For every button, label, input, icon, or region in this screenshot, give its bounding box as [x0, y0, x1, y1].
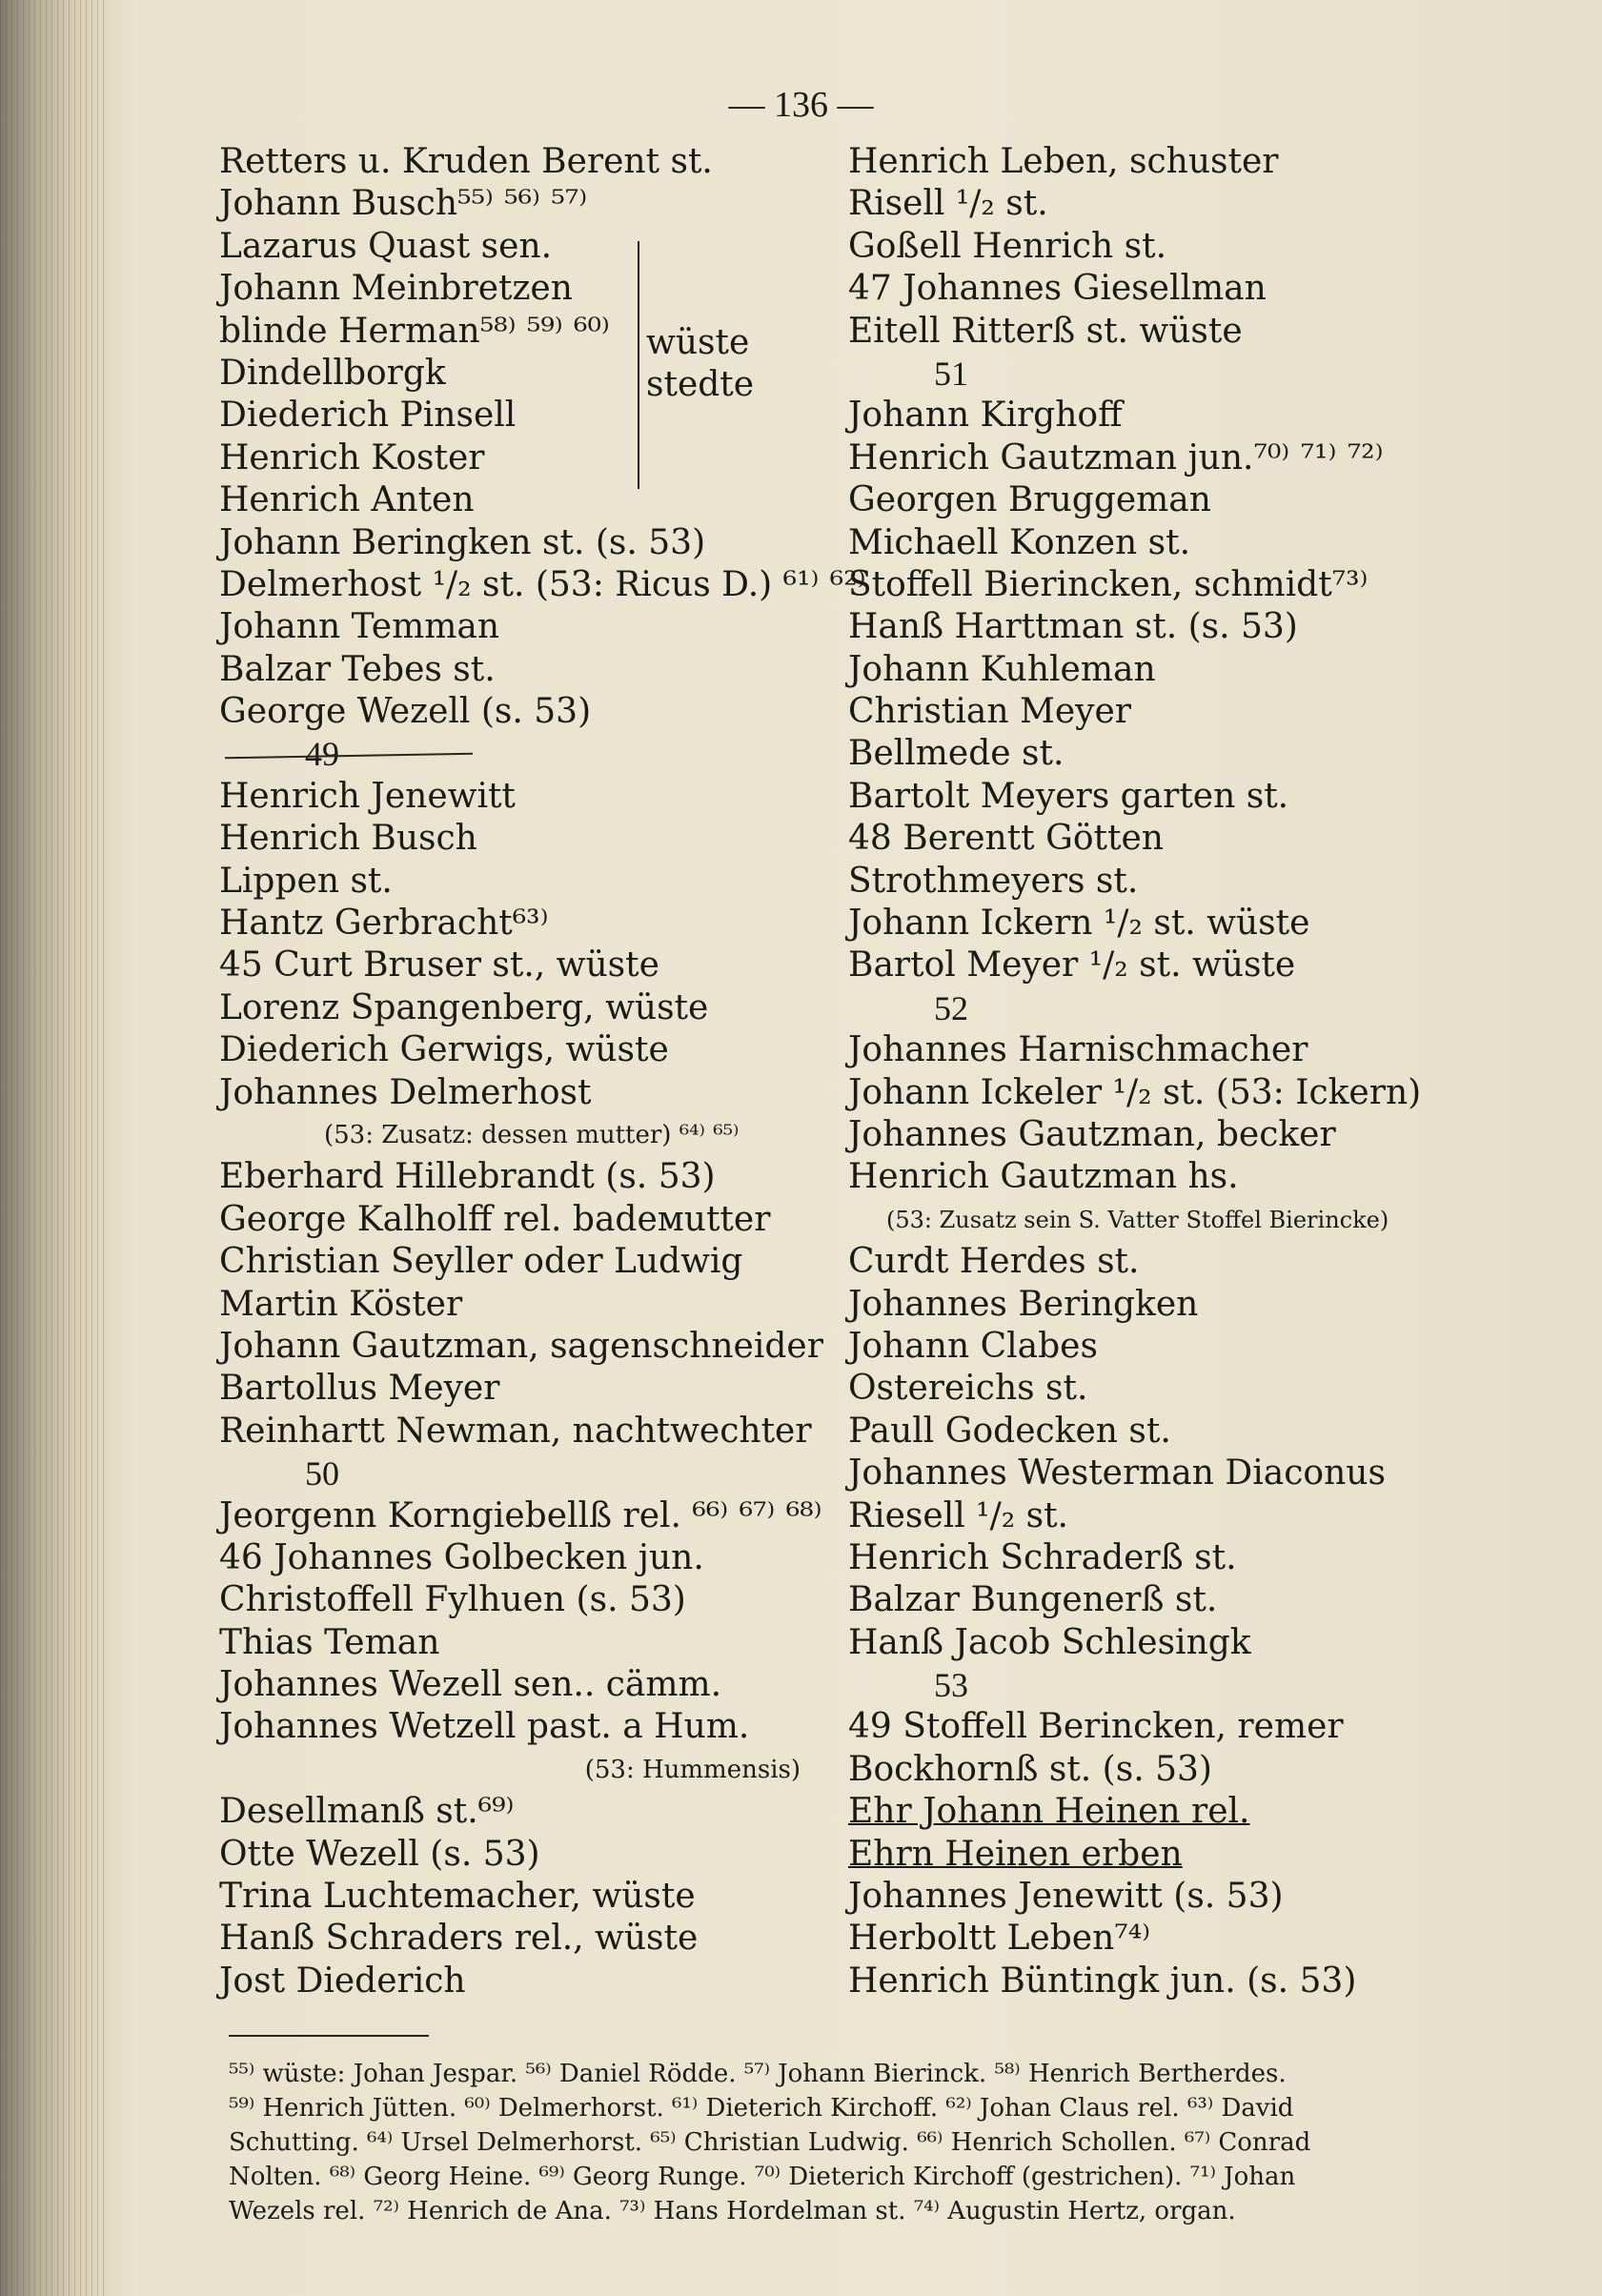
section-number: 49	[305, 735, 339, 774]
entry: Henrich Büntingk jun. (s. 53)	[848, 1961, 1357, 2001]
brace-bracket	[624, 241, 639, 489]
entry: blinde Herman⁵⁸⁾ ⁵⁹⁾ ⁶⁰⁾	[219, 311, 610, 351]
entry: Johann Clabes	[848, 1326, 1098, 1366]
entry: Johannes Westerman Diaconus	[848, 1453, 1386, 1493]
entry: Risell ¹/₂ st.	[848, 184, 1048, 224]
section-number: 50	[305, 1454, 339, 1493]
entry: Christoffell Fylhuen (s. 53)	[219, 1580, 686, 1620]
right-column	[848, 141, 1458, 2002]
entry: Michaell Konzen st.	[848, 522, 1191, 562]
entry: Johann Kuhleman	[848, 649, 1156, 689]
entry: Diederich Pinsell	[219, 396, 517, 436]
entry: Johann Gautzman, sagenschneider	[219, 1326, 823, 1366]
entry: Henrich Jenewitt	[219, 776, 516, 816]
section-number: 51	[934, 354, 968, 393]
entry: Hanß Jacob Schlesingk	[848, 1622, 1251, 1662]
book-gutter	[0, 0, 105, 2296]
entry: Goßell Henrich st.	[848, 226, 1167, 266]
entry: George Wezell (s. 53)	[219, 692, 592, 732]
footnote-line: Wezels rel. ⁷²⁾ Henrich de Ana. ⁷³⁾ Hans Hordelman st. ⁷⁴⁾ Augustin Hertz, organ.	[229, 2197, 1236, 2225]
entry: Lazarus Quast sen.	[219, 226, 553, 266]
entry: Christian Meyer	[848, 692, 1132, 732]
entry: Henrich Schraderß st.	[848, 1537, 1237, 1577]
entry: Henrich Anten	[219, 480, 475, 520]
footnote-line: Schutting. ⁶⁴⁾ Ursel Delmerhorst. ⁶⁵⁾ Christian Ludwig. ⁶⁶⁾ Henrich Schollen. ⁶⁷⁾ Conrad	[229, 2128, 1311, 2157]
entry: Bartollus Meyer	[219, 1369, 500, 1409]
entry: Eberhard Hillebrandt (s. 53)	[219, 1157, 716, 1197]
entry: Henrich Leben, schuster	[848, 142, 1279, 181]
entry: Dindellborgk	[219, 353, 446, 393]
entry: Eitell Ritterß st. wüste	[848, 311, 1243, 351]
entry: Johannes Wezell sen.. cämm.	[219, 1665, 722, 1705]
entry: Johannes Harnischmacher	[848, 1030, 1308, 1070]
entry: Johann Busch⁵⁵⁾ ⁵⁶⁾ ⁵⁷⁾	[219, 184, 588, 224]
entry: Johann Kirghoff	[848, 396, 1123, 436]
entry: Jost Diederich	[219, 1961, 466, 2001]
entry: Ehr Johann Heinen rel.	[848, 1792, 1250, 1832]
entry: Paull Godecken st.	[848, 1411, 1171, 1451]
entry: Lorenz Spangenberg, wüste	[219, 987, 709, 1027]
bracket-label: wüste	[646, 323, 750, 362]
entry: Bellmede st.	[848, 734, 1065, 774]
entry: Henrich Busch	[219, 819, 477, 859]
entry: Christian Seyller oder Ludwig	[219, 1242, 743, 1282]
footnote-line: ⁵⁵⁾ wüste: Johan Jespar. ⁵⁶⁾ Daniel Rödde. ⁵⁷⁾ Johann Bierinck. ⁵⁸⁾ Henrich Bertherdes.	[229, 2060, 1287, 2088]
entry: Henrich Gautzman jun.⁷⁰⁾ ⁷¹⁾ ⁷²⁾	[848, 437, 1384, 477]
entry: Curdt Herdes st.	[848, 1242, 1140, 1282]
bracket-label: stedte	[646, 365, 755, 404]
entry: Stoffell Bierincken, schmidt⁷³⁾	[848, 564, 1369, 604]
entry: Balzar Bungenerß st.	[848, 1580, 1218, 1620]
left-column	[219, 141, 866, 2002]
entry: Johann Temman	[219, 607, 500, 647]
entry: Delmerhost ¹/₂ st. (53: Ricus D.) ⁶¹⁾ ⁶²⁾	[219, 564, 866, 604]
entry: 49 Stoffell Berincken, remer	[848, 1707, 1344, 1747]
entry: Diederich Gerwigs, wüste	[219, 1030, 669, 1070]
entry: Johann Meinbretzen	[219, 269, 573, 309]
entry: 45 Curt Bruser st., wüste	[219, 945, 659, 985]
entry: Ostereichs st.	[848, 1369, 1088, 1409]
page-number: — 136 —	[728, 85, 874, 125]
entry: Balzar Tebes st.	[219, 649, 496, 689]
footnote-line: ⁵⁹⁾ Henrich Jütten. ⁶⁰⁾ Delmerhorst. ⁶¹⁾ Dieterich Kirchoff. ⁶²⁾ Johan Claus rel. ⁶³⁾ David	[229, 2094, 1294, 2123]
entry: Trina Luchtemacher, wüste	[219, 1877, 696, 1917]
footnote-line: Nolten. ⁶⁸⁾ Georg Heine. ⁶⁹⁾ Georg Runge. ⁷⁰⁾ Dieterich Kirchoff (gestrichen). ⁷¹⁾ Johan	[229, 2163, 1296, 2191]
entry: Retters u. Kruden Berent st.	[219, 142, 713, 181]
entry: Henrich Koster	[219, 437, 485, 477]
entry: Bartolt Meyers garten st.	[848, 776, 1289, 816]
entry: 48 Berentt Götten	[848, 819, 1164, 859]
entry: Strothmeyers st.	[848, 861, 1139, 901]
entry: George Kalholff rel. badeмutter	[219, 1199, 771, 1239]
entry: Johann Ickeler ¹/₂ st. (53: Ickern)	[848, 1072, 1422, 1112]
entry: Jeorgenn Korngiebellß rel. ⁶⁶⁾ ⁶⁷⁾ ⁶⁸⁾	[219, 1495, 822, 1535]
entry: Georgen Bruggeman	[848, 480, 1211, 520]
entry: Johannes Wetzell past. a Hum.	[219, 1707, 750, 1747]
entry: Herboltt Leben⁷⁴⁾	[848, 1919, 1150, 1959]
section-number: 53	[934, 1666, 968, 1705]
entry: Martin Köster	[219, 1284, 463, 1324]
footnotes	[229, 2057, 1468, 2228]
entry: Ehrn Heinen erben	[848, 1834, 1183, 1874]
entry: Lippen st.	[219, 861, 393, 901]
entry: 47 Johannes Giesellman	[848, 269, 1267, 309]
section-number: 52	[934, 988, 968, 1027]
entry: Thias Teman	[219, 1622, 440, 1662]
footnote-rule	[229, 2035, 429, 2037]
entry: Johann Beringken st. (s. 53)	[219, 522, 706, 562]
entry: Henrich Gautzman hs.	[848, 1157, 1239, 1197]
entry: Hanß Schraders rel., wüste	[219, 1919, 699, 1959]
entry-note: (53: Hummensis)	[584, 1755, 801, 1784]
entry: Johannes Jenewitt (s. 53)	[848, 1877, 1284, 1917]
entry: Johann Ickern ¹/₂ st. wüste	[848, 904, 1310, 944]
entry-note: (53: Zusatz sein S. Vatter Stoffel Bierincke)	[886, 1206, 1389, 1233]
entry: Reinhartt Newman, nachtwechter	[219, 1411, 812, 1451]
entry: Johannes Gautzman, becker	[848, 1114, 1336, 1154]
entry: Otte Wezell (s. 53)	[219, 1834, 540, 1874]
entry: Johannes Delmerhost	[219, 1072, 592, 1112]
entry: Johannes Beringken	[848, 1284, 1199, 1324]
entry: Hantz Gerbracht⁶³⁾	[219, 904, 549, 944]
entry: Desellmanß st.⁶⁹⁾	[219, 1792, 515, 1832]
entry: 46 Johannes Golbecken jun.	[219, 1537, 704, 1577]
entry: Bartol Meyer ¹/₂ st. wüste	[848, 945, 1296, 985]
entry: Bockhornß st. (s. 53)	[848, 1749, 1212, 1789]
entry-note: (53: Zusatz: dessen mutter) ⁶⁴⁾ ⁶⁵⁾	[324, 1120, 740, 1149]
entry: Hanß Harttman st. (s. 53)	[848, 607, 1298, 647]
entry: Riesell ¹/₂ st.	[848, 1495, 1068, 1535]
